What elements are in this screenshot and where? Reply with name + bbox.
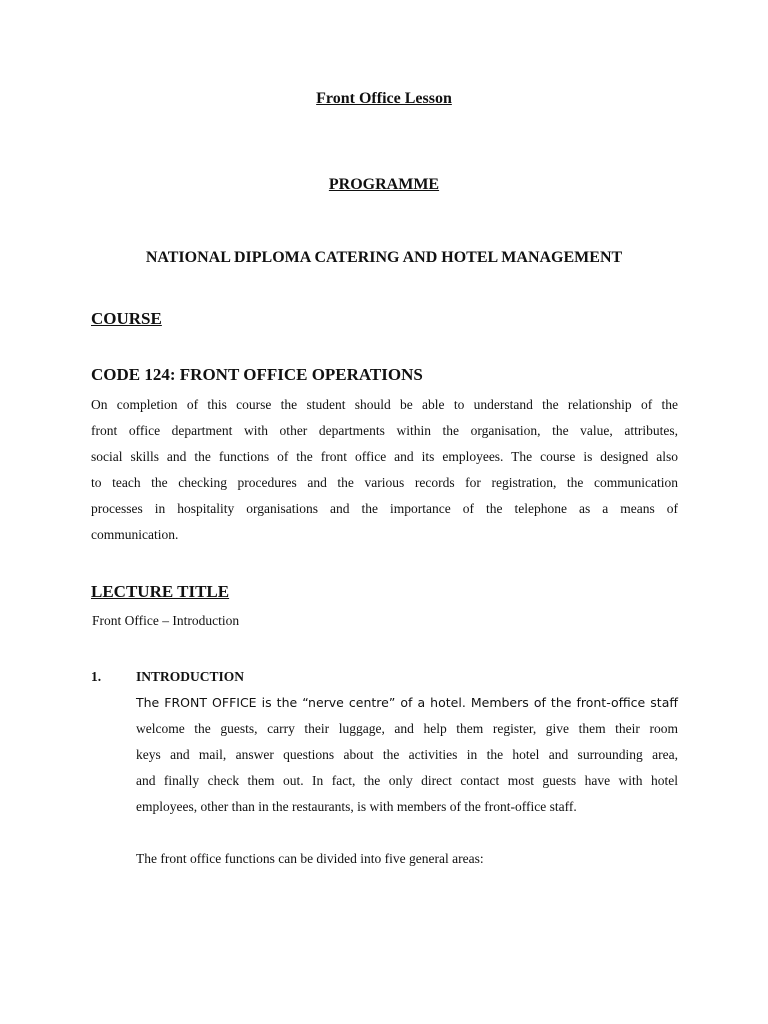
introduction-line: employees, other than in the restaurants, is with members of the front-office staff. <box>136 799 577 814</box>
course-description-line: On completion of this course the student should be able to understand the relationship of the <box>91 397 678 412</box>
course-description-line: front office department with other departments within the organisation, the value, attributes, <box>91 423 678 438</box>
course-description <box>91 392 678 548</box>
section-heading: INTRODUCTION <box>136 669 245 684</box>
course-description-line: social skills and the functions of the front office and its employees. The course is designed also <box>91 449 678 464</box>
lecture-title-heading: LECTURE TITLE <box>91 582 230 601</box>
course-description-line: communication. <box>91 527 179 542</box>
course-heading: COURSE <box>91 309 162 328</box>
programme-name: NATIONAL DIPLOMA CATERING AND HOTEL MANAGEMENT <box>145 249 623 266</box>
course-description-line: to teach the checking procedures and the various records for registration, the communication <box>91 475 678 490</box>
functions-intro: The front office functions can be divided into five general areas: <box>136 851 484 866</box>
section-number: 1. <box>91 669 102 684</box>
programme-heading: PROGRAMME <box>328 176 440 193</box>
lecture-title: Front Office – Introduction <box>92 613 240 628</box>
introduction-line: The FRONT OFFICE is the “nerve centre” of a hotel. Members of the front-office staff <box>136 695 678 710</box>
course-description-line: processes in hospitality organisations and the importance of the telephone as a means of <box>91 501 678 516</box>
document-title: Front Office Lesson <box>316 90 452 107</box>
course-code: CODE 124: FRONT OFFICE OPERATIONS <box>91 365 423 384</box>
introduction-line: and finally check them out. In fact, the only direct contact most guests have with hotel <box>136 773 678 788</box>
introduction-paragraph <box>136 690 678 820</box>
introduction-line: welcome the guests, carry their luggage, and help them register, give them their room <box>136 721 678 736</box>
introduction-line: keys and mail, answer questions about the activities in the hotel and surrounding area, <box>136 747 678 762</box>
